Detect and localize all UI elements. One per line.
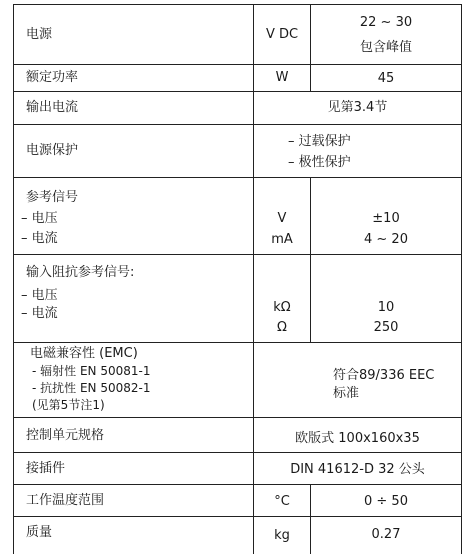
- row-divider: [13, 124, 461, 125]
- row-unit: Ω: [277, 320, 287, 335]
- row-divider: [13, 484, 461, 485]
- row-value: 见第3.4节: [327, 100, 388, 115]
- row-note: (见第5节注1): [32, 398, 105, 412]
- row-divider: [13, 91, 461, 92]
- row-unit: mA: [271, 232, 293, 247]
- row-value: 标准: [333, 386, 360, 401]
- row-value: 250: [373, 320, 399, 335]
- row-unit: kΩ: [273, 300, 291, 315]
- row-label: 电源: [26, 27, 53, 42]
- row-divider: [13, 342, 461, 343]
- row-unit: kg: [274, 528, 290, 543]
- row-unit: °C: [274, 494, 290, 509]
- row-divider: [13, 417, 461, 418]
- row-value: 0 ÷ 50: [364, 494, 408, 509]
- row-value: 10: [377, 300, 395, 315]
- row-value: 包含峰值: [359, 40, 412, 55]
- row-value: ±10: [372, 211, 400, 226]
- row-unit: V DC: [265, 27, 299, 42]
- table-border-top: [13, 4, 461, 5]
- row-sublabel: – 电流: [21, 306, 58, 321]
- row-sublabel: – 电压: [21, 211, 58, 226]
- row-label: 接插件: [26, 461, 66, 476]
- row-value: 符合89/336 EEC: [333, 368, 435, 383]
- row-divider: [13, 452, 461, 453]
- row-sublabel: - 辐射性 EN 50081-1: [32, 364, 151, 378]
- row-divider: [13, 516, 461, 517]
- row-label: 参考信号: [26, 190, 79, 205]
- row-value: – 极性保护: [288, 155, 351, 170]
- row-value: 0.27: [371, 527, 401, 542]
- row-unit: V: [277, 211, 287, 226]
- row-unit: W: [275, 70, 289, 85]
- row-value: 22 ~ 30: [359, 15, 413, 30]
- row-label: 输入阻抗参考信号:: [26, 265, 135, 280]
- row-label: 工作温度范围: [26, 493, 105, 508]
- row-label: 质量: [26, 525, 53, 540]
- row-sublabel: - 抗扰性 EN 50082-1: [32, 381, 151, 395]
- row-divider: [13, 177, 461, 178]
- row-label: 输出电流: [26, 100, 79, 115]
- row-value: DIN 41612-D 32 公头: [290, 462, 425, 477]
- row-label: 电磁兼容性 (EMC): [30, 346, 138, 361]
- row-divider: [13, 64, 461, 65]
- col-divider: [253, 177, 254, 342]
- row-divider: [13, 254, 461, 255]
- row-label: 额定功率: [26, 70, 79, 85]
- row-sublabel: – 电流: [21, 231, 58, 246]
- row-value: 4 ~ 20: [364, 232, 408, 247]
- row-value: 45: [377, 71, 395, 86]
- table-border-right: [461, 4, 462, 554]
- row-label: 控制单元规格: [26, 428, 105, 443]
- row-value: 欧版式 100x160x35: [295, 431, 420, 446]
- table-border-left: [13, 4, 14, 554]
- row-value: – 过载保护: [288, 134, 351, 149]
- col-divider: [310, 177, 311, 342]
- row-label: 电源保护: [26, 143, 79, 158]
- row-sublabel: – 电压: [21, 288, 58, 303]
